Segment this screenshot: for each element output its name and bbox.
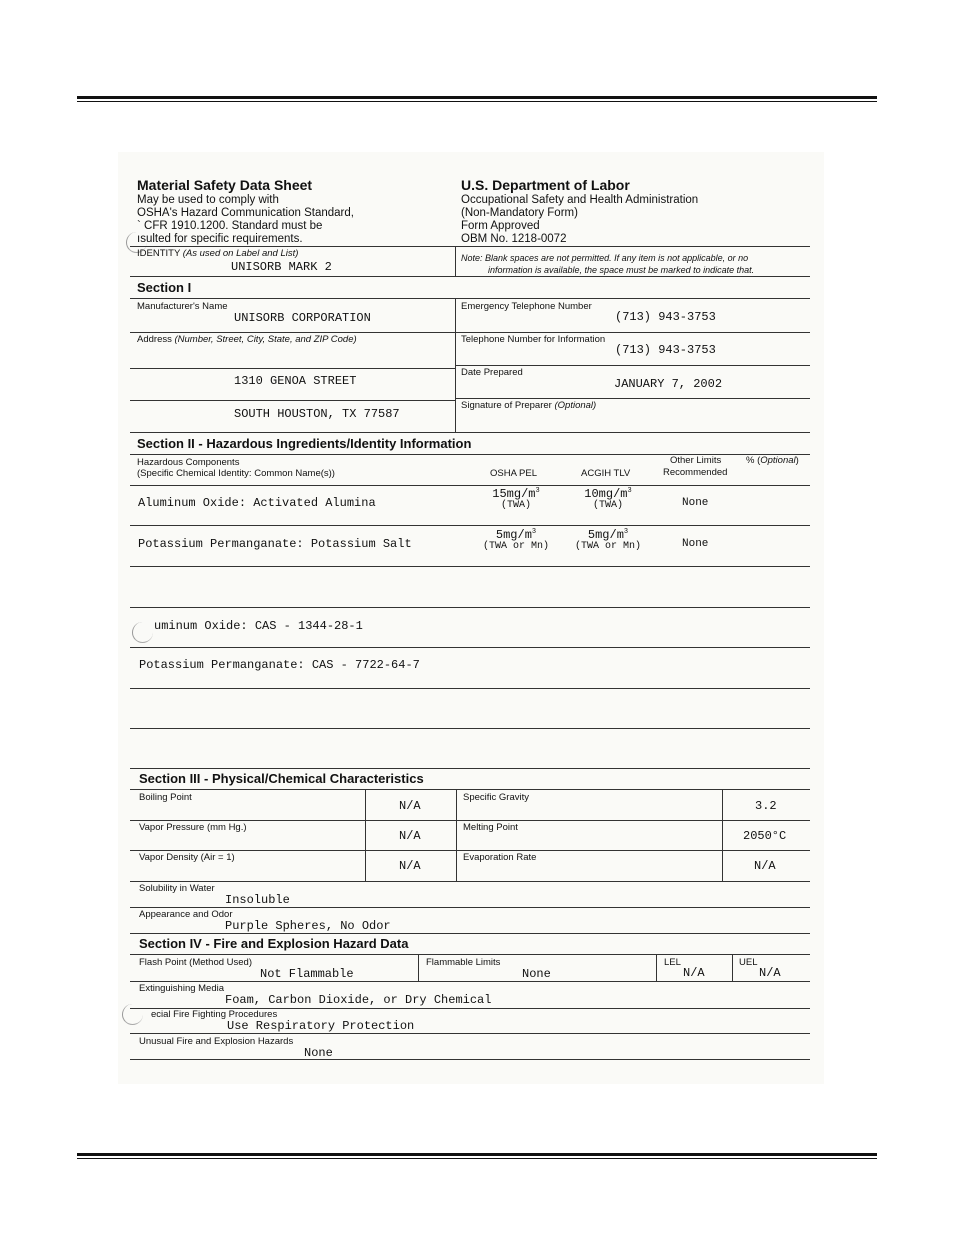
bottom-rule (77, 1153, 877, 1159)
flammable-limits-value: None (522, 967, 551, 981)
acgih-tlv-note: (TWA) (592, 500, 623, 511)
header-right-line: (Non-Mandatory Form) (461, 207, 578, 219)
acgih-tlv: $10mg/m^3$ (584, 487, 632, 501)
info-phone-label: Telephone Number for Information (461, 334, 606, 345)
section-4-title: Section IV - Fire and Explosion Hazard Data (139, 936, 409, 951)
osha-pel: $15mg/m^3$ (492, 487, 540, 501)
section-1-title: Section I (137, 280, 192, 295)
col-acgih: ACGIH TLV (581, 468, 631, 479)
cas-number: Potassium Permanganate: CAS - 7722-64-7 (139, 658, 420, 672)
solubility-value: Insoluble (225, 893, 290, 907)
cas-number: uminum Oxide: CAS - 1344-28-1 (154, 619, 363, 633)
date-prepared-label: Date Prepared (461, 367, 523, 378)
evaporation-rate-label: Evaporation Rate (463, 852, 537, 863)
fire-fighting-label: ecial Fire Fighting Procedures (151, 1009, 278, 1020)
unusual-hazards-value: None (304, 1046, 333, 1060)
header-right-line: OBM No. 1218-0072 (461, 233, 567, 245)
manufacturer-value: UNISORB CORPORATION (234, 311, 371, 325)
evaporation-rate-value: N/A (754, 859, 776, 873)
uel-label: UEL (739, 957, 758, 968)
signature-label: Signature of Preparer (Optional) (461, 400, 597, 411)
solubility-label: Solubility in Water (139, 883, 215, 894)
header-right-line: Occupational Safety and Health Administration (461, 194, 699, 206)
emergency-phone-label: Emergency Telephone Number (461, 301, 592, 312)
col-components: Hazardous Components (137, 457, 240, 468)
col-other: Other Limits (670, 455, 722, 466)
top-rule (77, 96, 877, 102)
col-percent: % (Optional) (746, 455, 799, 466)
flash-point-value: Not Flammable (260, 967, 354, 981)
specific-gravity-value: 3.2 (755, 799, 777, 813)
instruction-note: information is available, the space must be marked to indicate that. (488, 265, 755, 275)
melting-point-value: 2050°C (743, 829, 787, 843)
boiling-point-label: Boiling Point (139, 792, 192, 803)
city-value: SOUTH HOUSTON, TX 77587 (234, 407, 400, 421)
instruction-note: Note: Blank spaces are not permitted. If any item is not applicable, or no (461, 253, 749, 263)
manufacturer-label: Manufacturer's Name (137, 301, 228, 312)
extinguishing-media-value: Foam, Carbon Dioxide, or Dry Chemical (225, 993, 492, 1007)
date-prepared-value: JANUARY 7, 2002 (614, 377, 723, 391)
lel-label: LEL (664, 957, 681, 968)
uel-value: N/A (759, 966, 781, 980)
section-2-title: Section II - Hazardous Ingredients/Identity Information (137, 436, 472, 451)
col-components-note: (Specific Chemical Identity: Common Name(s)) (137, 468, 335, 479)
info-phone-value: (713) 943-3753 (615, 343, 716, 357)
vapor-density-value: N/A (399, 859, 421, 873)
boiling-point-value: N/A (399, 799, 421, 813)
extinguishing-media-label: Extinguishing Media (139, 983, 225, 994)
acgih-tlv: $5mg/m^3$ (587, 528, 629, 542)
col-other-2: Recommended (663, 467, 728, 478)
fire-fighting-value: Use Respiratory Protection (227, 1019, 415, 1033)
agency-title: U.S. Department of Labor (461, 177, 630, 193)
appearance-value: Purple Spheres, No Odor (225, 919, 391, 933)
form-title: Material Safety Data Sheet (137, 177, 313, 193)
identity-value: UNISORB MARK 2 (231, 260, 332, 274)
flammable-limits-label: Flammable Limits (426, 957, 501, 968)
osha-pel-note: (TWA or Mn) (482, 541, 549, 552)
address-label: Address (Number, Street, City, State, and ZIP Code) (137, 334, 357, 345)
emergency-phone-value: (713) 943-3753 (615, 310, 716, 324)
header-left-line: OSHA's Hazard Communication Standard, (137, 207, 354, 219)
melting-point-label: Melting Point (463, 822, 518, 833)
header-left-line: May be used to comply with (137, 194, 279, 206)
ingredient-name: Potassium Permanganate: Potassium Salt (138, 537, 412, 551)
header-left-line: ısulted for specific requirements. (137, 233, 303, 245)
ingredient-name: Aluminum Oxide: Activated Alumina (138, 496, 376, 510)
scan-blot (122, 1004, 143, 1025)
vapor-pressure-label: Vapor Pressure (mm Hg.) (139, 822, 247, 833)
lel-value: N/A (683, 966, 705, 980)
col-osha: OSHA PEL (490, 468, 537, 479)
msds-form (118, 152, 824, 1084)
flash-point-label: Flash Point (Method Used) (139, 957, 252, 968)
identity-label: IDENTITY (As used on Label and List) (137, 248, 299, 259)
other-limits: None (682, 538, 709, 550)
appearance-label: Appearance and Odor (139, 909, 233, 920)
other-limits: None (682, 497, 709, 509)
unusual-hazards-label: Unusual Fire and Explosion Hazards (139, 1036, 294, 1047)
header-left-line: ` CFR 1910.1200. Standard must be (137, 220, 323, 232)
osha-pel-note: (TWA) (500, 500, 531, 511)
vapor-density-label: Vapor Density (Air = 1) (139, 852, 235, 863)
acgih-tlv-note: (TWA or Mn) (574, 541, 641, 552)
osha-pel: $5mg/m^3$ (495, 528, 537, 542)
vapor-pressure-value: N/A (399, 829, 421, 843)
section-3-title: Section III - Physical/Chemical Characteristics (139, 771, 424, 786)
specific-gravity-label: Specific Gravity (463, 792, 529, 803)
header-right-line: Form Approved (461, 220, 540, 232)
street-value: 1310 GENOA STREET (234, 374, 357, 388)
scan-blot (132, 622, 153, 643)
